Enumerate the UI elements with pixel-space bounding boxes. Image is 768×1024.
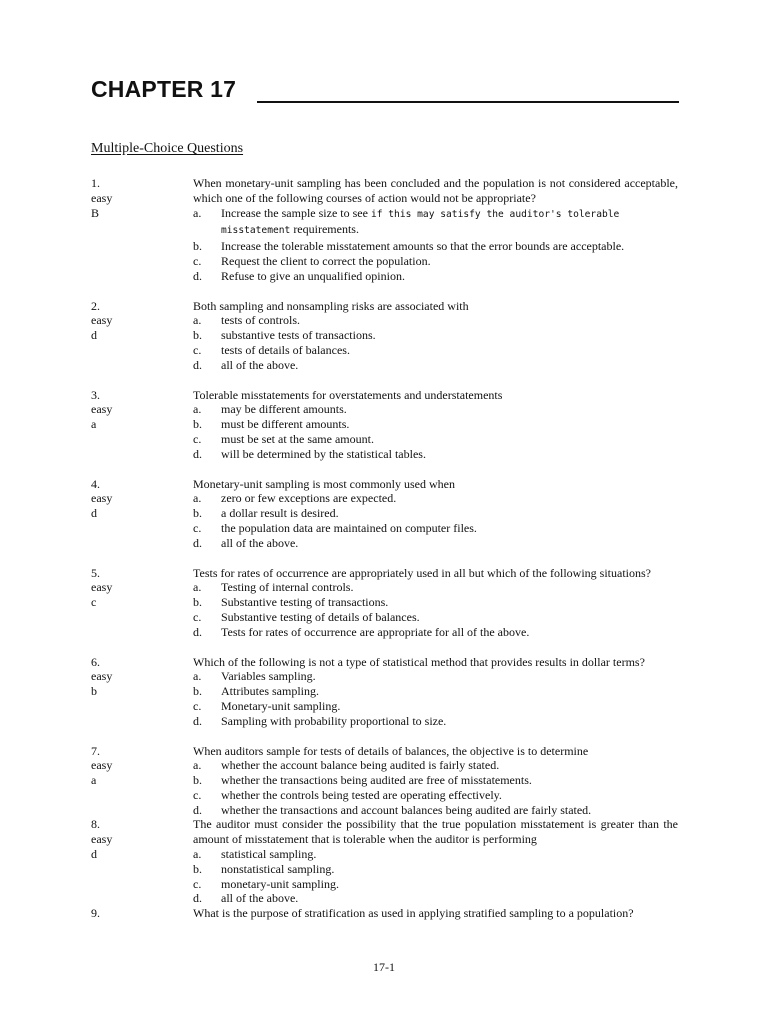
answer-option [193, 773, 678, 788]
question-number: 5. [91, 565, 100, 580]
question-meta [91, 477, 181, 521]
option-text [221, 402, 678, 417]
question-meta [91, 906, 181, 950]
option-text [221, 313, 678, 328]
option-text [221, 239, 678, 254]
question-body [193, 299, 678, 373]
option-text-part: Monetary-unit sampling. [221, 698, 341, 713]
option-text [221, 254, 678, 269]
option-text [221, 788, 678, 803]
option-text-part: must be set at the same amount. [221, 431, 374, 446]
question-item [0, 388, 768, 462]
answer-option [193, 447, 678, 462]
question-item [0, 817, 768, 906]
option-text [221, 625, 678, 640]
option-text [221, 358, 678, 373]
option-text-part: the population data are maintained on computer files. [221, 520, 477, 535]
question-answer: c [91, 595, 97, 610]
option-text-part: Attributes sampling. [221, 684, 319, 699]
option-text-part: Variables sampling. [221, 669, 316, 684]
question-number: 8. [91, 817, 100, 832]
option-text [221, 417, 678, 432]
option-letter: a. [193, 205, 202, 220]
option-text-part: nonstatistical sampling. [221, 861, 335, 876]
answer-option [193, 506, 678, 521]
question-stem: Tolerable misstatements for overstatements and understatements [193, 387, 503, 402]
question-number: 3. [91, 387, 100, 402]
option-text [221, 862, 678, 877]
option-text-part: whether the account balance being audited is fairly stated. [221, 758, 500, 773]
option-letter: d. [193, 624, 202, 639]
option-text-part: Increase the sample size to see [221, 205, 371, 220]
answer-option [193, 580, 678, 595]
question-body [193, 477, 678, 551]
question-answer: d [91, 847, 97, 862]
option-text-part: Increase the tolerable misstatement amounts so that the error bounds are acceptable. [221, 239, 625, 254]
option-letter: d. [193, 446, 202, 461]
answer-option [193, 877, 678, 892]
option-letter: b. [193, 861, 202, 876]
option-letter: a. [193, 580, 202, 595]
option-text [221, 432, 678, 447]
option-text [221, 343, 678, 358]
option-text-part: a dollar result is desired. [221, 506, 339, 521]
chapter-title: CHAPTER 17 [91, 76, 237, 102]
question-stem: Monetary-unit sampling is most commonly used when [193, 476, 455, 491]
option-letter: a. [193, 669, 202, 684]
option-text-part: Sampling with probability proportional to size. [221, 713, 447, 728]
question-stem: When auditors sample for tests of details of balances, the objective is to determine [193, 743, 589, 758]
option-letter: d. [193, 535, 202, 550]
question-difficulty [91, 921, 181, 936]
question-answer: a [91, 773, 97, 788]
question-body [193, 388, 678, 462]
answer-option [193, 891, 678, 906]
question-difficulty: easy [91, 402, 113, 417]
option-letter: a. [193, 758, 202, 773]
option-letter: c. [193, 609, 202, 624]
option-letter: c. [193, 253, 202, 268]
option-text [221, 758, 678, 773]
option-text-continuation: requirements. [290, 222, 359, 237]
option-letter: b. [193, 506, 202, 521]
option-text [221, 269, 678, 284]
option-letter: c. [193, 431, 202, 446]
question-stem: Tests for rates of occurrence are appropriately used in all but which of the following situations? [193, 565, 652, 580]
answer-option [193, 788, 678, 803]
question-number: 1. [91, 176, 100, 190]
option-text [221, 610, 678, 625]
answer-option [193, 491, 678, 506]
option-text-part: will be determined by the statistical tables. [221, 446, 426, 461]
answer-option [193, 684, 678, 699]
answer-option [193, 803, 678, 818]
question-body [193, 176, 678, 284]
option-letter: d. [193, 713, 202, 728]
option-text [221, 206, 678, 240]
option-letter: c. [193, 787, 202, 802]
answer-option [193, 206, 678, 240]
option-letter: b. [193, 239, 202, 254]
answer-option [193, 328, 678, 343]
option-text-part: Request the client to correct the population. [221, 253, 431, 268]
question-list [0, 176, 768, 921]
option-letter: d. [193, 802, 202, 817]
option-text-part: statistical sampling. [221, 847, 317, 862]
option-text [221, 447, 678, 462]
option-letter: b. [193, 328, 202, 343]
option-letter: a. [193, 491, 202, 506]
answer-option [193, 625, 678, 640]
option-text-part: Tests for rates of occurrence are appropriate for all of the above. [221, 624, 530, 639]
option-text-part: whether the transactions being audited are free of misstatements. [221, 773, 532, 788]
option-text [221, 491, 678, 506]
question-difficulty: easy [91, 313, 113, 328]
answer-option [193, 313, 678, 328]
option-text [221, 699, 678, 714]
question-stem: The auditor must consider the possibility that the true population misstatement is greater than the amount of misstatement that is tolerable when the auditor is performing [193, 817, 678, 847]
option-text [221, 669, 678, 684]
question-number: 6. [91, 654, 100, 669]
option-text [221, 536, 678, 551]
question-difficulty: easy [91, 669, 113, 684]
chapter-heading [91, 74, 679, 108]
question-meta [91, 744, 181, 788]
question-body [193, 655, 678, 729]
option-text-part: whether the transactions and account balances being audited are fairly stated. [221, 802, 592, 817]
answer-option [193, 432, 678, 447]
option-text-part: monetary-unit sampling. [221, 876, 339, 891]
answer-option [193, 521, 678, 536]
page-number: 17-1 [373, 960, 395, 974]
question-body [193, 906, 678, 921]
answer-option [193, 269, 678, 284]
question-meta [91, 176, 181, 220]
question-answer: a [91, 417, 97, 432]
option-text [221, 595, 678, 610]
option-letter: b. [193, 684, 202, 699]
option-text [221, 521, 678, 536]
question-stem: Which of the following is not a type of statistical method that provides results in dollar terms? [193, 654, 645, 669]
question-meta [91, 388, 181, 432]
answer-option [193, 402, 678, 417]
question-item [0, 566, 768, 640]
option-text-part: Testing of internal controls. [221, 580, 354, 595]
option-text [221, 684, 678, 699]
question-stem: What is the purpose of stratification as used in applying stratified sampling to a population? [193, 906, 634, 921]
option-text-part: must be different amounts. [221, 417, 350, 432]
option-text-part: Substantive testing of details of balances. [221, 609, 420, 624]
question-stem: Both sampling and nonsampling risks are associated with [193, 298, 469, 313]
answer-option [193, 595, 678, 610]
option-text [221, 877, 678, 892]
question-answer: b [91, 684, 97, 699]
question-number: 4. [91, 476, 100, 491]
option-text [221, 773, 678, 788]
option-letter: c. [193, 876, 202, 891]
option-text-part: substantive tests of transactions. [221, 328, 376, 343]
option-letter: a. [193, 313, 202, 328]
question-number: 9. [91, 906, 100, 921]
option-text-part: may be different amounts. [221, 402, 347, 417]
question-number: 7. [91, 743, 100, 758]
option-letter: c. [193, 698, 202, 713]
question-meta [91, 299, 181, 343]
option-text-part: all of the above. [221, 891, 299, 906]
question-item [0, 655, 768, 729]
question-number: 2. [91, 298, 100, 313]
question-meta [91, 655, 181, 699]
answer-option [193, 862, 678, 877]
answer-option [193, 699, 678, 714]
option-text-part: Substantive testing of transactions. [221, 595, 389, 610]
question-meta [91, 566, 181, 610]
question-answer: B [91, 205, 100, 220]
answer-option [193, 417, 678, 432]
option-text [221, 847, 678, 862]
option-letter: b. [193, 417, 202, 432]
option-text-monospace-part: if this may satisfy the auditor's tolerable misstatement [221, 208, 620, 237]
answer-option [193, 358, 678, 373]
question-answer [91, 936, 181, 951]
chapter-title-rule [257, 101, 679, 103]
question-meta [91, 817, 181, 861]
question-difficulty: easy [91, 832, 113, 847]
option-letter: c. [193, 520, 202, 535]
question-item [0, 744, 768, 818]
answer-option [193, 254, 678, 269]
question-difficulty: easy [91, 580, 113, 595]
option-letter: c. [193, 342, 202, 357]
question-difficulty: easy [91, 190, 113, 205]
question-item [0, 176, 768, 284]
question-answer: d [91, 506, 97, 521]
option-text [221, 328, 678, 343]
option-text-part: zero or few exceptions are expected. [221, 491, 397, 506]
answer-option [193, 714, 678, 729]
question-body [193, 817, 678, 906]
question-item [0, 477, 768, 551]
option-text-part: whether the controls being tested are operating effectively. [221, 787, 502, 802]
option-text [221, 891, 678, 906]
question-answer: d [91, 328, 97, 343]
option-text [221, 506, 678, 521]
question-body [193, 566, 678, 640]
option-text-part: tests of details of balances. [221, 342, 350, 357]
option-letter: a. [193, 402, 202, 417]
option-text-part: all of the above. [221, 535, 299, 550]
answer-option [193, 239, 678, 254]
option-letter: d. [193, 891, 202, 906]
answer-option [193, 610, 678, 625]
question-item [0, 906, 768, 921]
section-title: Multiple-Choice Questions [91, 141, 244, 156]
answer-option [193, 669, 678, 684]
option-text-part: Refuse to give an unqualified opinion. [221, 268, 405, 283]
answer-option [193, 343, 678, 358]
option-text-part: tests of controls. [221, 313, 300, 328]
option-text-part: all of the above. [221, 357, 299, 372]
option-letter: d. [193, 357, 202, 372]
option-text [221, 714, 678, 729]
question-body [193, 744, 678, 818]
question-stem: When monetary-unit sampling has been concluded and the population is not considered acceptable, which one of the following courses of action would not be appropriate? [193, 176, 678, 205]
answer-option [193, 847, 678, 862]
answer-option [193, 758, 678, 773]
question-item [0, 299, 768, 373]
option-letter: b. [193, 595, 202, 610]
option-letter: b. [193, 773, 202, 788]
question-difficulty: easy [91, 758, 113, 773]
option-text [221, 580, 678, 595]
answer-option [193, 536, 678, 551]
option-letter: d. [193, 268, 202, 283]
question-difficulty: easy [91, 491, 113, 506]
option-letter: a. [193, 847, 202, 862]
option-text [221, 803, 678, 818]
